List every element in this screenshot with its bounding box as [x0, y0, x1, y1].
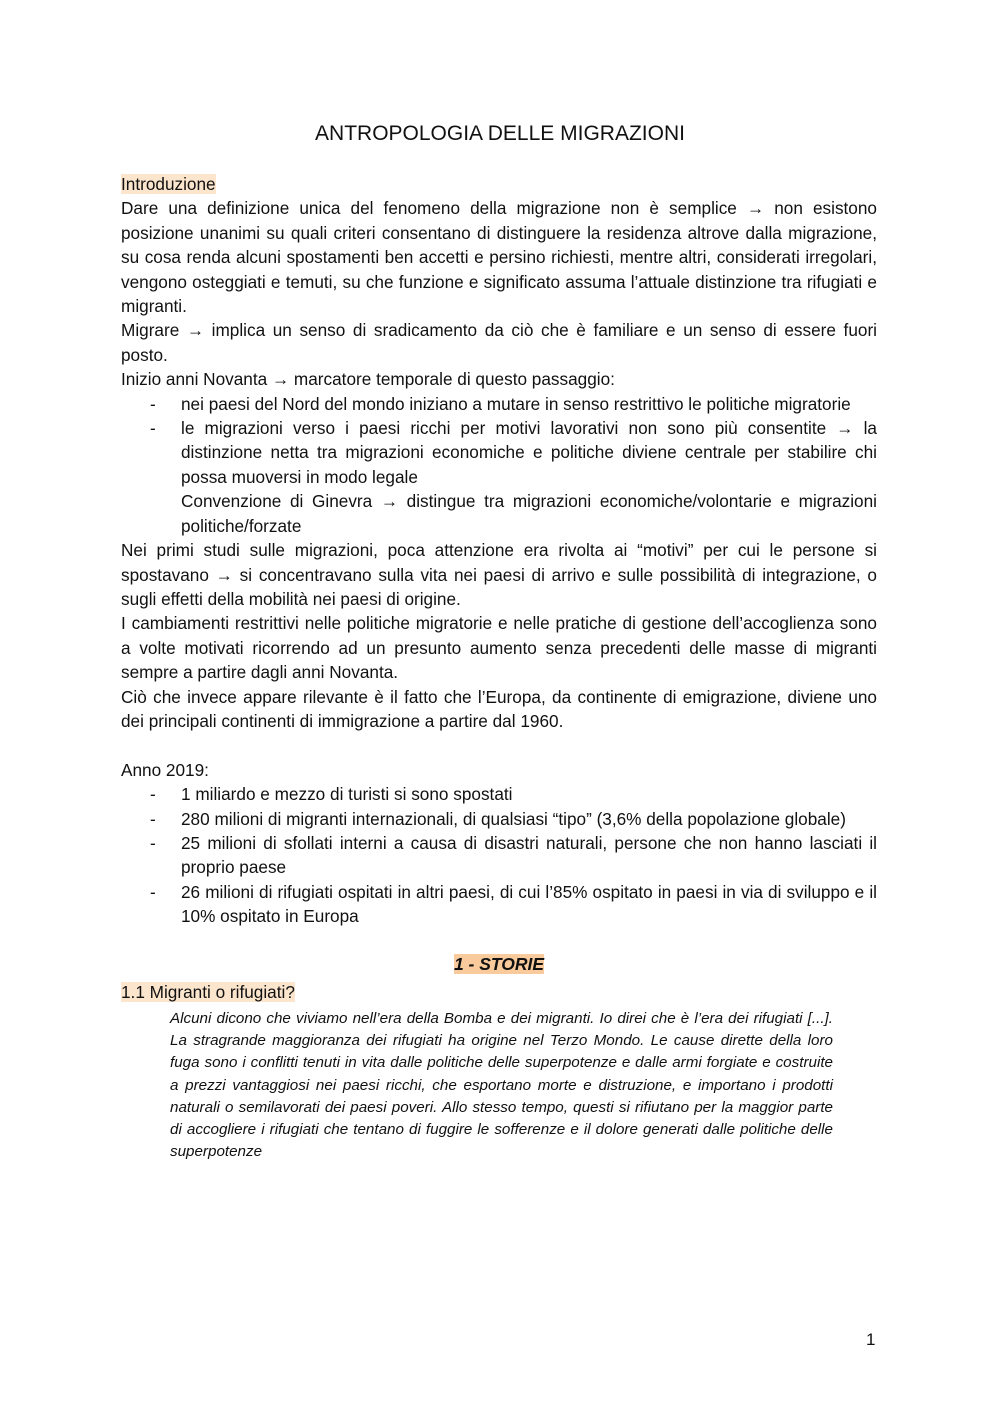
list-item	[121, 880, 877, 929]
list-item	[121, 782, 877, 806]
document-body	[121, 172, 877, 1163]
list-item	[121, 392, 877, 416]
list-item-text: nei paesi del Nord del mondo iniziano a mutare in senso restrittivo le politiche migratorie	[181, 393, 851, 414]
intro-paragraph-2: Migrare → implica un senso di sradicamento da ciò che è familiare e un senso di essere fuori posto.	[121, 320, 877, 365]
list-item-text: 25 milioni di sfollati interni a causa di disastri naturali, persone che non hanno lasciati il proprio paese	[181, 832, 877, 878]
intro-heading: Introduzione	[121, 174, 216, 194]
chapter-heading-row	[121, 952, 877, 978]
bullet-dash: -	[150, 808, 156, 829]
blank-line	[121, 733, 877, 757]
list-item	[121, 831, 877, 880]
year-heading: Anno 2019:	[121, 759, 209, 780]
intro-paragraph-5: I cambiamenti restrittivi nelle politiche migratorie e nelle pratiche di gestione dell’accoglienza sono a volte motivati ricorrendo ad un presunto aumento senza precedenti delle masse di migranti sempre a partire dagli anni Novanta.	[121, 613, 877, 683]
geneva-convention-note: Convenzione di Ginevra → distingue tra migrazioni economiche/volontarie e migrazioni politiche/forzate	[181, 491, 877, 536]
list-item-text: 26 milioni di rifugiati ospitati in altri paesi, di cui l’85% ospitato in paesi in via di sviluppo e il 10% ospitato in Europa	[181, 881, 877, 927]
intro-paragraph-3: Inizio anni Novanta → marcatore temporale di questo passaggio:	[121, 369, 615, 390]
bullet-dash: -	[150, 784, 156, 805]
intro-heading-row	[121, 172, 877, 196]
bullet-dash: -	[150, 881, 156, 902]
block-quote: Alcuni dicono che viviamo nell’era della Bomba e dei migranti. Io direi che è l’era dei rifugiati [...]. La stragrande maggioranza dei rifugiati ha origine nel Terzo Mondo. Le cause dirette della loro fuga sono i conflitti tenuti in vita dalle politiche delle superpotenze e dalle armi forgiate e costruite a prezzi vantaggiosi nei paesi ricchi, che esportano morte e distruzione, e importano i prodotti naturali o semilavorati dei paesi poveri. Allo stesso tempo, questi si rifiutano per la maggior parte di accogliere i rifugiati che tentano di fuggire le sofferenze e il dolore generati dalle politiche delle superpotenze	[170, 1009, 833, 1161]
list-item	[121, 807, 877, 831]
nineties-list	[121, 392, 877, 490]
list-item-text: 1 miliardo e mezzo di turisti si sono spostati	[181, 784, 513, 805]
list-item-text: 280 milioni di migranti internazionali, di qualsiasi “tipo” (3,6% della popolazione globale)	[181, 808, 846, 829]
list-item-text: le migrazioni verso i paesi ricchi per motivi lavorativi non sono più consentite → la distinzione netta tra migrazioni economiche e politiche diviene centrale per stabilire chi possa muoversi in modo legale	[181, 418, 877, 487]
bullet-dash: -	[150, 418, 156, 439]
bullet-dash: -	[150, 393, 156, 414]
statistics-list	[121, 782, 877, 928]
list-item	[121, 416, 877, 489]
intro-paragraph-6: Ciò che invece appare rilevante è il fatto che l’Europa, da continente di emigrazione, diviene uno dei principali continenti di immigrazione a partire dal 1960.	[121, 686, 877, 731]
document-title: ANTROPOLOGIA DELLE MIGRAZIONI	[315, 122, 685, 145]
intro-paragraph-4: Nei primi studi sulle migrazioni, poca attenzione era rivolta ai “motivi” per cui le persone si spostavano → si concentravano sulla vita nei paesi di arrivo e sulle possibilità di integrazione, o sugli effetti della mobilità nei paesi di origine.	[121, 540, 877, 609]
section-heading-row	[121, 980, 877, 1004]
chapter-heading: 1 - STORIE	[453, 953, 545, 974]
page-number: 1	[866, 1330, 876, 1349]
intro-paragraph-1: Dare una definizione unica del fenomeno della migrazione non è semplice → non esistono posizione unanimi su quali criteri consentano di distinguere la residenza altrove dalla migrazione, su cosa renda alcuni spostamenti ben accetti e persino richiesti, mentre altri, considerati irregolari, vengono osteggiati e temuti, su che funzione e significato assuma l’attuale distinzione tra rifugiati e migranti.	[121, 198, 877, 317]
bullet-dash: -	[150, 832, 156, 853]
section-heading: 1.1 Migranti o rifugiati?	[121, 981, 295, 1002]
